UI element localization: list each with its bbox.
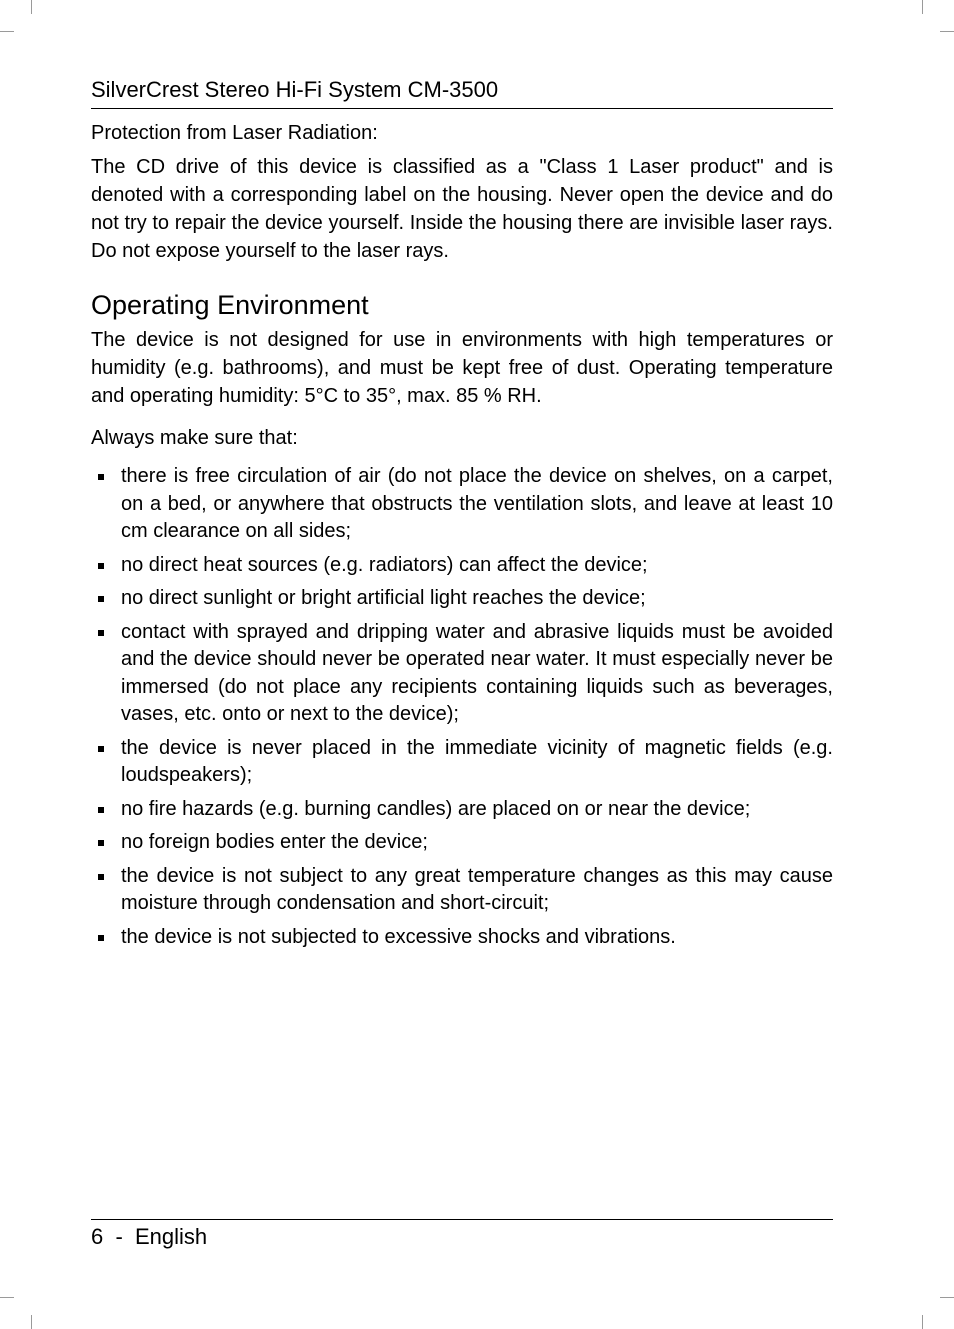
list-item-text: no foreign bodies enter the device; [121,831,428,853]
environment-paragraph: The device is not designed for use in environments with high temperatures or humidity (e.g. bathrooms), and must be kept free of dust. Operating temperature and operating humidity: 5°C to 35°, max. 85 % RH. [91,329,833,407]
list-item [91,863,833,918]
section-heading: Operating Environment [91,290,369,320]
list-item [91,552,833,580]
bullet-square-icon [98,746,104,752]
bullet-square-icon [98,563,104,569]
list-item [91,924,833,952]
bullet-square-icon [98,874,104,880]
header-title: SilverCrest Stereo Hi-Fi System CM-3500 [91,77,499,102]
crop-mark [31,1315,32,1329]
crop-mark [922,1315,923,1329]
bullet-square-icon [98,935,104,941]
crop-mark [922,0,923,14]
crop-mark [31,0,32,14]
list-item-text: the device is not subjected to excessive shocks and vibrations. [121,925,676,948]
page-footer [91,1219,833,1251]
list-item [91,619,833,729]
list-item [91,796,833,824]
crop-mark [940,31,954,32]
page-number-label: 6 - English [91,1224,208,1249]
list-item-text: no direct sunlight or bright artificial light reaches the device; [121,587,646,609]
requirements-list [91,463,833,951]
list-item-text: there is free circulation of air (do not place the device on shelves, on a carpet, on a bed, or anywhere that obstructs the ventilation slots, and leave at least 10 cm clearance on all sides; [121,465,833,542]
list-item-text: the device is never placed in the immediate vicinity of magnetic fields (e.g. loudspeakers); [121,736,833,786]
list-item-text: no direct heat sources (e.g. radiators) can affect the device; [121,553,648,576]
list-item [91,463,833,546]
bullets-intro: Always make sure that: [91,427,298,449]
laser-paragraph: The CD drive of this device is classified as a "Class 1 Laser product" and is denoted with a corresponding label on the housing. Never open the device and do not try to repair the device yourself. Inside the housing there are invisible laser rays. Do not expose yourself to the laser rays. [91,156,833,262]
page-content [91,119,833,957]
list-item-text: the device is not subject to any great temperature changes as this may cause moisture through condensation and short-circuit; [121,864,833,914]
bullet-square-icon [98,596,104,602]
list-item [91,585,833,613]
crop-mark [0,1297,14,1298]
crop-mark [940,1297,954,1298]
bullet-square-icon [98,630,104,636]
bullet-square-icon [98,474,104,480]
list-item [91,829,833,857]
laser-subheading: Protection from Laser Radiation: [91,122,378,144]
page-header [91,76,833,109]
bullet-square-icon [98,807,104,813]
list-item [91,735,833,790]
list-item-text: no fire hazards (e.g. burning candles) are placed on or near the device; [121,797,751,820]
list-item-text: contact with sprayed and dripping water and abrasive liquids must be avoided and the device should never be operated near water. It must especially never be immersed (do not place any recipients containing liquids such as beverages, vases, etc. onto or next to the device); [121,620,833,725]
crop-mark [0,31,14,32]
bullet-square-icon [98,840,104,846]
